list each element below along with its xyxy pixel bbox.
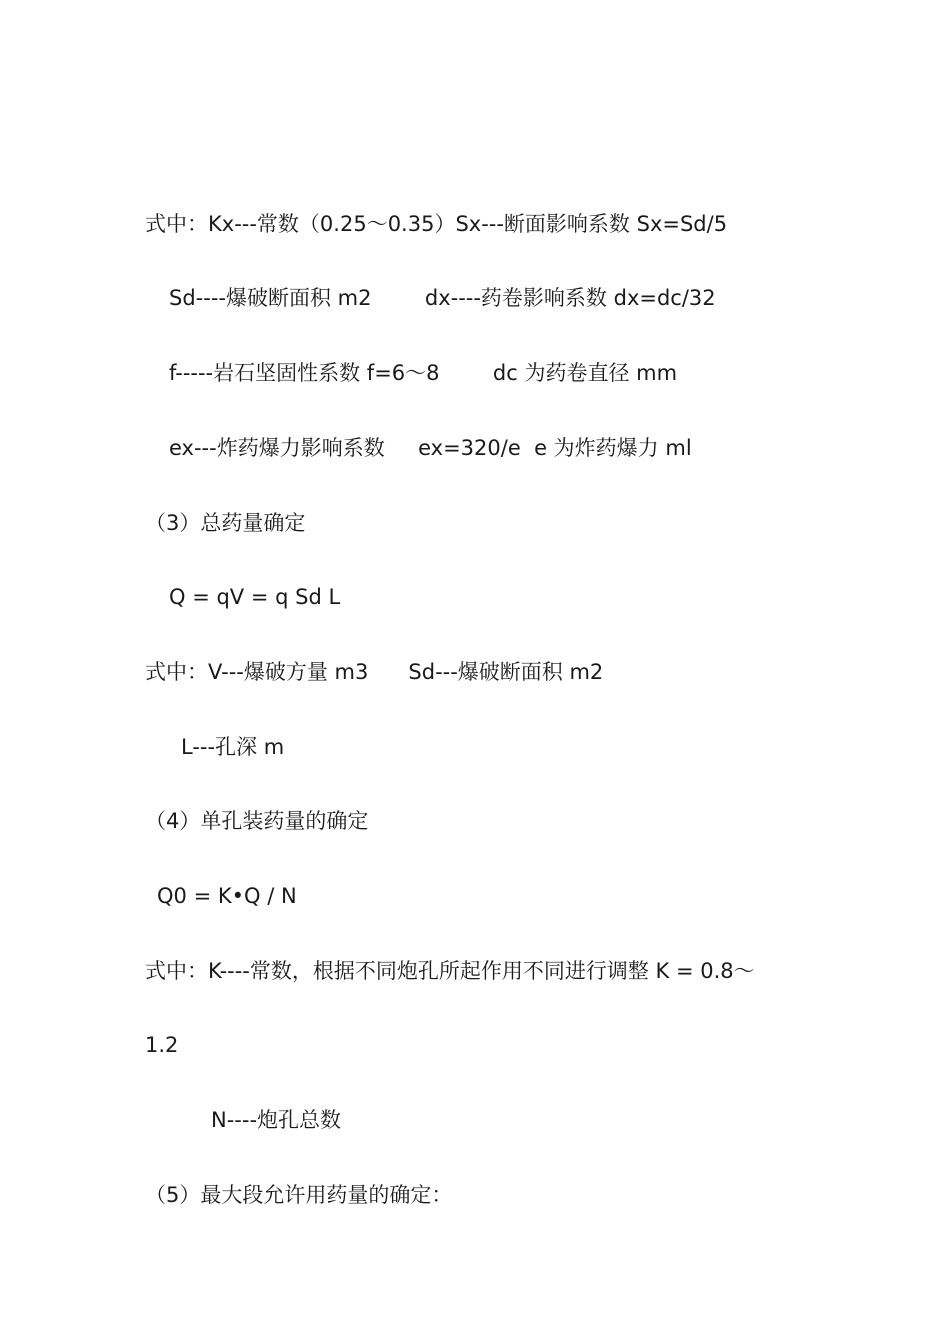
section-heading-5: （5）最大段允许用药量的确定： (145, 1183, 453, 1207)
formula-note-n: N----炮孔总数 (211, 1108, 342, 1132)
formula-note-k: 式中：K----常数，根据不同炮孔所起作用不同进行调整 K = 0.8～ (145, 959, 755, 983)
section-heading-3: （3）总药量确定 (145, 511, 306, 535)
formula-note-v: 式中：V---爆破方量 m3 Sd---爆破断面积 m2 (145, 660, 604, 684)
formula-note-k-continued: 1.2 (145, 1033, 179, 1057)
formula-q: Q = qV = q Sd L (169, 585, 341, 609)
formula-q0: Q0 = K•Q / N (157, 884, 297, 908)
formula-note-ex: ex---炸药爆力影响系数 ex=320/e e 为炸药爆力 ml (169, 436, 692, 460)
formula-note-kx: 式中：Kx---常数（0.25～0.35）Sx---断面影响系数 Sx=Sd/5 (145, 212, 728, 236)
formula-note-sd: Sd----爆破断面积 m2 dx----药卷影响系数 dx=dc/32 (169, 286, 716, 310)
section-heading-4: （4）单孔装药量的确定 (145, 809, 369, 833)
formula-note-f: f-----岩石坚固性系数 f=6～8 dc 为药卷直径 mm (169, 361, 678, 385)
formula-note-l: L---孔深 m (181, 735, 285, 759)
